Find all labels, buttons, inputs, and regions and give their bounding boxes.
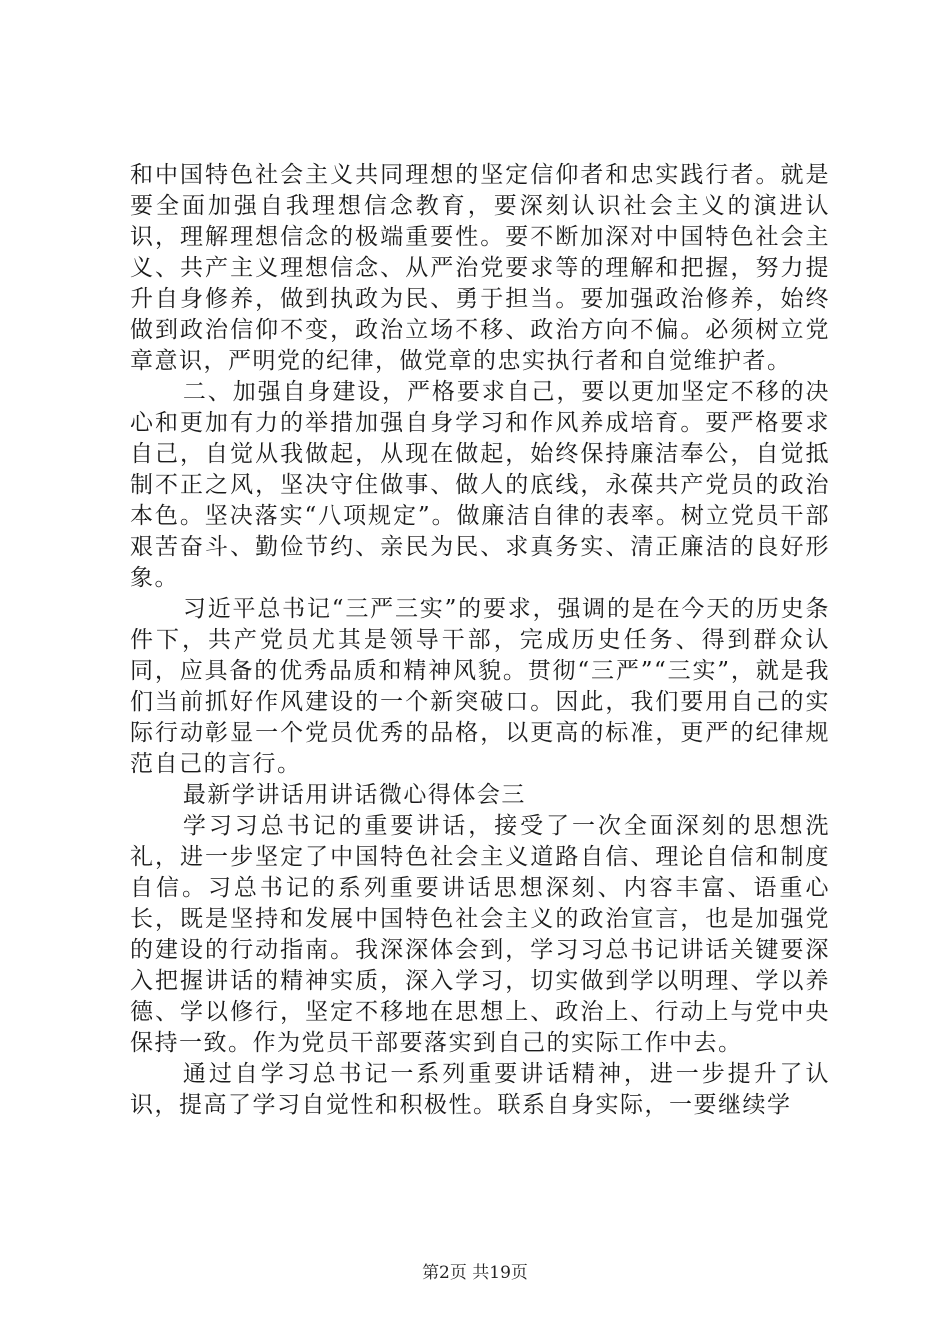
paragraph-2: 二、加强自身建设，严格要求自己，要以更加坚定不移的决心和更加有力的举措加强自身学习和作风养成培育。要严格要求自己，自觉从我做起，从现在做起，始终保持廉洁奉公，自觉抵制不正之风，坚决守住做事、做人的底线，永葆共产党员的政治本色。坚决落实“八项规定”。做廉洁自律的表率。树立党员干部艰苦奋斗、勤俭节约、亲民为民、求真务实、清正廉洁的良好形象。 xyxy=(130,379,830,591)
paragraph-1: 和中国特色社会主义共同理想的坚定信仰者和忠实践行者。就是要全面加强自我理想信念教育，要深刻认识社会主义的演进认识，理解理想信念的极端重要性。要不断加深对中国特色社会主义、共产主义理想信念、从严治党要求等的理解和把握，努力提升自身修养，做到执政为民、勇于担当。要加强政治修养，始终做到政治信仰不变，政治立场不移、政治方向不偏。必须树立党章意识，严明党的纪律，做党章的忠实执行者和自觉维护者。 xyxy=(130,162,830,374)
section-heading: 最新学讲话用讲话微心得体会三 xyxy=(182,782,526,808)
page-number-footer: 第2页 共19页 xyxy=(422,1263,528,1283)
paragraph-3: 习近平总书记“三严三实”的要求，强调的是在今天的历史条件下，共产党员尤其是领导干部，完成历史任务、得到群众认同，应具备的优秀品质和精神风貌。贯彻“三严”“三实”，就是我们当前抓好作风建设的一个新突破口。因此，我们要用自己的实际行动彰显一个党员优秀的品格，以更高的标准，更严的纪律规范自己的言行。 xyxy=(130,596,830,777)
document-body xyxy=(130,160,830,1121)
paragraph-5: 通过自学习总书记一系列重要讲话精神，进一步提升了认识，提高了学习自觉性和积极性。联系自身实际，一要继续学 xyxy=(130,1061,830,1118)
paragraph-4: 学习习总书记的重要讲话，接受了一次全面深刻的思想洗礼，进一步坚定了中国特色社会主义道路自信、理论自信和制度自信。习总书记的系列重要讲话思想深刻、内容丰富、语重心长，既是坚持和发展中国特色社会主义的政治宣言，也是加强党的建设的行动指南。我深深体会到，学习习总书记讲话关键要深入把握讲话的精神实质，深入学习，切实做到学以明理、学以养德、学以修行，坚定不移地在思想上、政治上、行动上与党中央保持一致。作为党员干部要落实到自己的实际工作中去。 xyxy=(130,813,830,1056)
